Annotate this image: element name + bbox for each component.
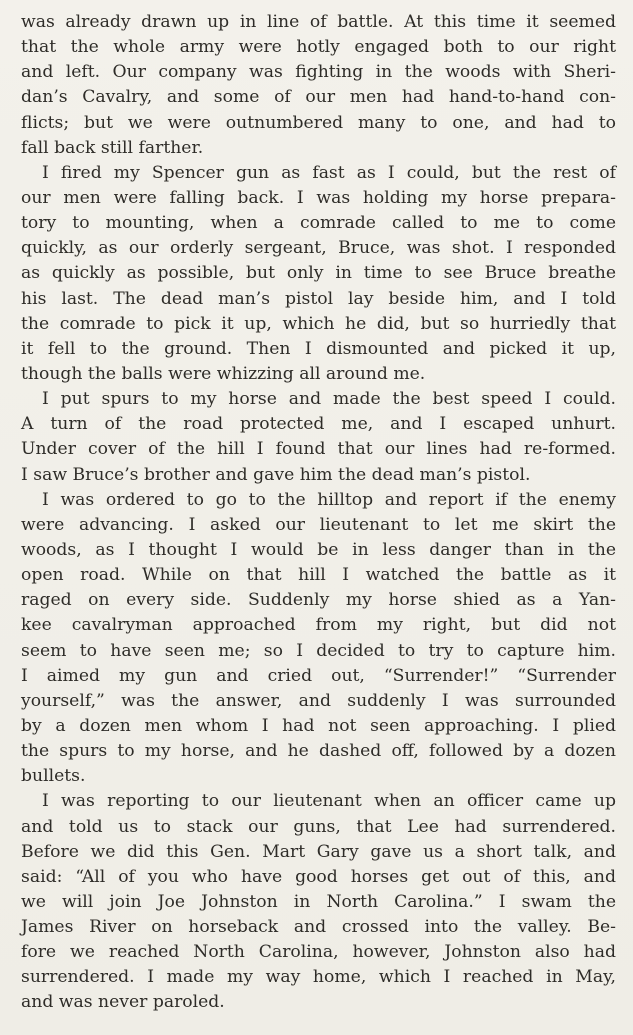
text-line: fore we reached North Carolina, however, Johnston also had xyxy=(21,942,616,963)
text-line: A turn of the road protected me, and I escaped unhurt. xyxy=(21,414,616,435)
text-line xyxy=(21,488,616,513)
text-line: we will join Joe Johnston in North Carolina.” I swam the xyxy=(21,891,616,912)
text-line: quickly, as our orderly sergeant, Bruce, was shot. I responded xyxy=(21,238,616,259)
text-line: by a dozen men whom I had not seen approaching. I plied xyxy=(21,715,616,736)
paragraph xyxy=(21,161,616,387)
text-line: open road. While on that hill I watched the battle as it xyxy=(21,565,616,586)
text-line-content: I put spurs to my horse and made the best speed I could. xyxy=(42,389,616,410)
text-line: it fell to the ground. Then I dismounted and picked it up, xyxy=(21,338,616,359)
text-line: and left. Our company was fighting in the woods with Sheri- xyxy=(21,62,616,83)
text-line: surrendered. I made my way home, which I reached in May, xyxy=(21,967,616,988)
text-line-content: I was reporting to our lieutenant when an officer came up xyxy=(42,791,616,812)
text-line: bullets. xyxy=(21,766,86,787)
text-line: was already drawn up in line of battle. At this time it seemed xyxy=(21,12,616,32)
text-line-content: I was ordered to go to the hilltop and report if the enemy xyxy=(42,489,616,510)
paragraph xyxy=(21,10,616,161)
text-line: and was never paroled. xyxy=(21,992,225,1013)
text-line xyxy=(21,161,616,186)
text-line xyxy=(21,789,616,814)
text-line: I aimed my gun and cried out, “Surrender!” “Surrender xyxy=(21,665,616,686)
text-line: kee cavalryman approached from my right, but did not xyxy=(21,615,616,636)
text-line: tory to mounting, when a comrade called to me to come xyxy=(21,213,616,234)
text-line: Before we did this Gen. Mart Gary gave us a short talk, and xyxy=(21,841,616,862)
paragraph xyxy=(21,789,616,1015)
text-line: dan’s Cavalry, and some of our men had hand-to-hand con- xyxy=(21,87,616,108)
text-line: that the whole army were hotly engaged both to our right xyxy=(21,37,616,58)
text-line: James River on horseback and crossed into the valley. Be- xyxy=(21,917,616,938)
text-line: I saw Bruce’s brother and gave him the dead man’s pistol. xyxy=(21,464,531,485)
text-line: flicts; but we were outnumbered many to one, and had to xyxy=(21,112,616,133)
text-line: seem to have seen me; so I decided to try to capture him. xyxy=(21,640,616,661)
text-line: the spurs to my horse, and he dashed off, followed by a dozen xyxy=(21,741,616,762)
text-line: yourself,” was the answer, and suddenly I was surrounded xyxy=(21,690,616,711)
text-line xyxy=(21,387,616,412)
text-line: and told us to stack our guns, that Lee had surrendered. xyxy=(21,816,616,837)
text-line: as quickly as possible, but only in time to see Bruce breathe xyxy=(21,263,616,284)
paragraph xyxy=(21,387,616,488)
text-line: raged on every side. Suddenly my horse shied as a Yan- xyxy=(21,590,616,611)
paragraph xyxy=(21,488,616,790)
text-line: woods, as I thought I would be in less danger than in the xyxy=(21,539,616,560)
text-line: the comrade to pick it up, which he did, but so hurriedly that xyxy=(21,313,616,334)
text-line: fall back still farther. xyxy=(21,137,204,158)
page-text xyxy=(21,10,616,1016)
text-line: our men were falling back. I was holding my horse prepara- xyxy=(21,187,616,208)
text-line: Under cover of the hill I found that our lines had re-formed. xyxy=(21,439,616,460)
text-line-content: I fired my Spencer gun as fast as I could, but the rest of xyxy=(42,162,616,183)
text-line: were advancing. I asked our lieutenant to let me skirt the xyxy=(21,514,616,535)
text-line: his last. The dead man’s pistol lay beside him, and I told xyxy=(21,288,616,309)
text-line: said: “All of you who have good horses get out of this, and xyxy=(21,866,616,887)
text-line: though the balls were whizzing all around me. xyxy=(21,363,426,384)
